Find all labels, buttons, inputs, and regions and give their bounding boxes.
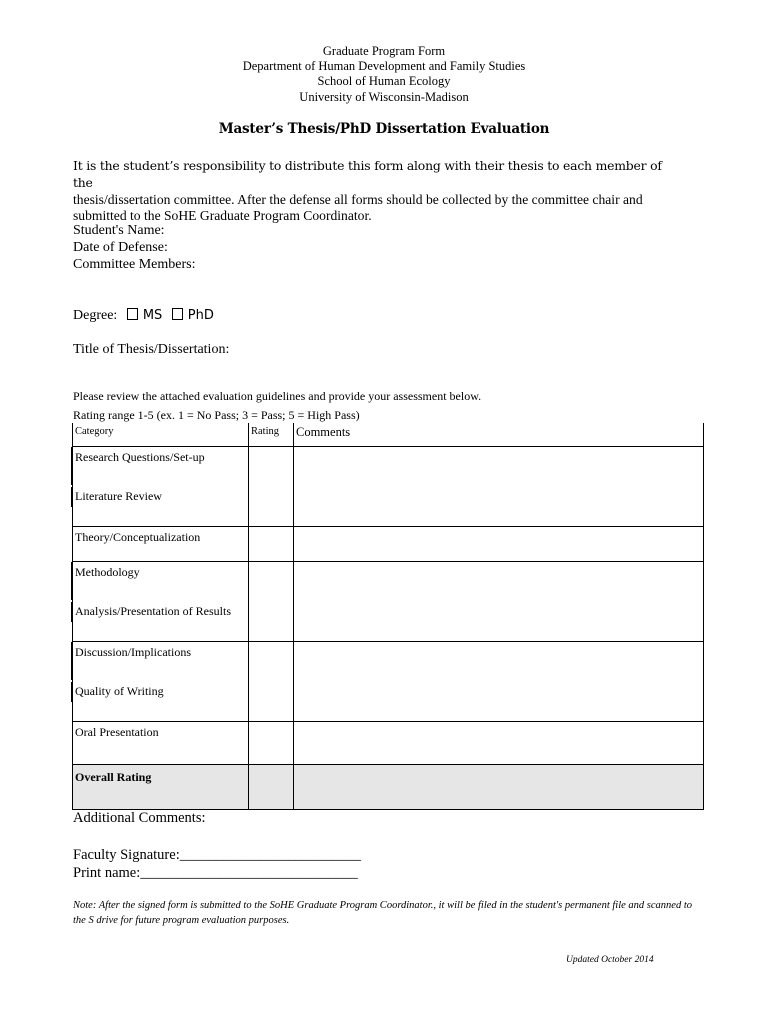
signature-block (73, 846, 361, 882)
degree-selector (73, 308, 214, 324)
comments-header: Comments (294, 423, 704, 447)
rating-cell[interactable] (249, 527, 294, 562)
rating-cell[interactable] (249, 722, 294, 765)
overall-rating-row (73, 765, 704, 810)
faculty-signature-field[interactable]: Faculty Signature:_________________________ (73, 847, 361, 863)
table-row (73, 562, 704, 642)
comments-cell[interactable] (294, 447, 704, 527)
intro-line-3: submitted to the SoHE Graduate Program Coordinator. (73, 208, 372, 224)
ms-checkbox[interactable] (127, 308, 138, 320)
rating-header: Rating (249, 423, 294, 447)
methodology-label: Methodology (75, 565, 140, 579)
theory-label: Theory/Conceptualization (75, 530, 201, 544)
table-row (73, 642, 704, 722)
oral-presentation-label: Oral Presentation (73, 722, 249, 765)
review-instruction: Please review the attached evaluation guidelines and provide your assessment below. (73, 389, 482, 403)
discussion-label: Discussion/Implications (75, 645, 191, 659)
literature-review-label: Literature Review (75, 489, 162, 503)
table-row (73, 722, 704, 765)
rating-range: Rating range 1-5 (ex. 1 = No Pass; 3 = Pass; 5 = High Pass) (73, 408, 360, 422)
overall-rating-label: Overall Rating (73, 765, 249, 810)
date-of-defense-field[interactable]: Date of Defense: (73, 240, 168, 255)
rating-cell[interactable] (249, 765, 294, 810)
quality-of-writing-label: Quality of Writing (75, 684, 164, 698)
rating-cell[interactable] (249, 642, 294, 722)
intro-line-1: It is the student’s responsibility to distribute this form along with their thesis to each member of the (73, 158, 662, 190)
analysis-label: Analysis/Presentation of Results (75, 604, 231, 618)
footnote: Note: After the signed form is submitted to the SoHE Graduate Program Coordinator., it will be filed in the student's permanent file and scanned to the S drive for future program evaluation purposes. (73, 900, 692, 926)
header-line-4: University of Wisconsin-Madison (299, 89, 469, 104)
updated-date: Updated October 2014 (566, 955, 654, 965)
intro-line-2: thesis/dissertation committee. After the defense all forms should be collected by the committee chair and (73, 191, 643, 207)
ms-option-label: MS (142, 308, 163, 323)
student-name-field[interactable]: Student's Name: (73, 223, 165, 238)
comments-cell[interactable] (294, 765, 704, 810)
committee-members-field[interactable]: Committee Members: (73, 257, 196, 272)
print-name-field[interactable]: Print name:______________________________ (73, 865, 358, 881)
thesis-title-field[interactable]: Title of Thesis/Dissertation: (73, 342, 230, 357)
table-row (73, 447, 704, 527)
category-header: Category (73, 423, 249, 447)
phd-option-label: PhD (187, 308, 214, 323)
form-header (0, 44, 768, 105)
research-questions-label: Research Questions/Set-up (75, 450, 205, 464)
header-line-3: School of Human Ecology (317, 74, 451, 89)
evaluation-table (72, 423, 704, 810)
comments-cell[interactable] (294, 527, 704, 562)
degree-label: Degree: (73, 308, 118, 323)
table-row (73, 527, 704, 562)
form-title: Master’s Thesis/PhD Dissertation Evaluation (218, 121, 550, 137)
comments-cell[interactable] (294, 642, 704, 722)
student-fields (73, 222, 195, 273)
phd-checkbox[interactable] (172, 308, 183, 320)
comments-cell[interactable] (294, 562, 704, 642)
header-line-1: Graduate Program Form (322, 44, 446, 58)
additional-comments-label[interactable]: Additional Comments: (73, 810, 206, 826)
header-line-2: Department of Human Development and Family Studies (242, 59, 526, 74)
rating-cell[interactable] (249, 562, 294, 642)
rating-cell[interactable] (249, 447, 294, 527)
review-instructions (73, 387, 481, 425)
comments-cell[interactable] (294, 722, 704, 765)
intro-paragraph (73, 158, 673, 225)
table-header-row (73, 423, 704, 447)
